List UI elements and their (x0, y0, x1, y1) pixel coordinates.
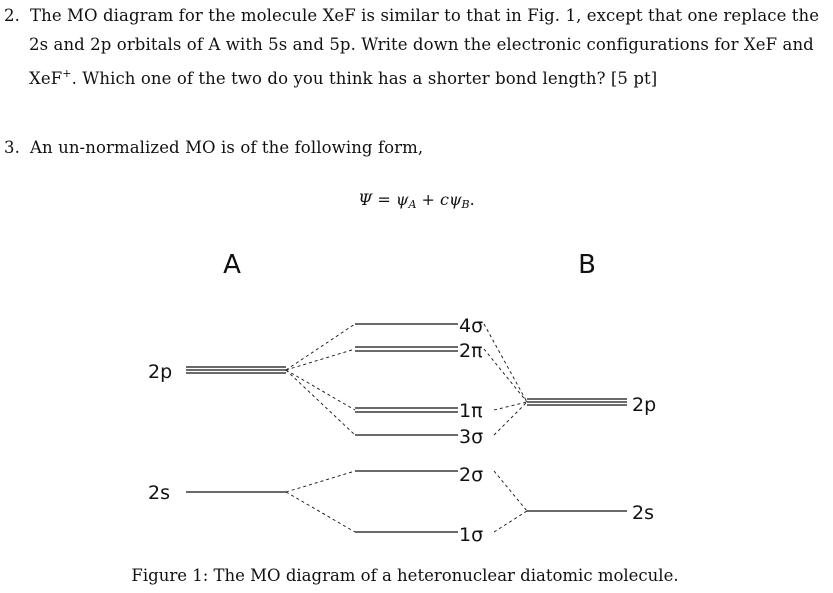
question-2-line-3: XeF+. Which one of the two do you think has a shorter bond length? [5 pt] (29, 67, 658, 88)
b-2p-label: 2p (632, 394, 657, 416)
mo-equation: $\Psi = \psi_A + c\psi_B$. (358, 190, 475, 211)
a-2p-level (186, 367, 286, 373)
a-2p-label: 2p (148, 361, 173, 383)
figure-caption: Figure 1: The MO diagram of a heteronuclear diatomic molecule. (131, 566, 679, 585)
question-3-text: An un-normalized MO is of the following form, (30, 138, 424, 157)
mo-1pi-level (355, 408, 458, 412)
question-2-number: 2. (4, 6, 20, 25)
mo-label-3sigma: 3σ (459, 426, 484, 448)
question-3-number: 3. (4, 138, 20, 157)
b-2p-level (527, 399, 627, 405)
mo-label-2pi: 2π (459, 340, 483, 362)
question-2-line-2: 2s and 2p orbitals of A with 5s and 5p. Write down the electronic configurations for XeF and (29, 35, 814, 54)
mo-label-4sigma: 4σ (459, 315, 484, 337)
atom-b-label: B (578, 250, 596, 280)
b-2s-label: 2s (632, 502, 654, 524)
a-2s-label: 2s (148, 482, 170, 504)
atom-a-label: A (223, 250, 241, 280)
mo-label-2sigma: 2σ (459, 464, 484, 486)
mo-2pi-level (355, 347, 458, 351)
correlation-lines (286, 324, 527, 532)
mo-label-1pi: 1π (459, 400, 483, 422)
mo-label-1sigma: 1σ (459, 524, 484, 546)
question-2-line-1: 2. The MO diagram for the molecule XeF is similar to that in Fig. 1, except that one replace the (4, 1, 832, 30)
